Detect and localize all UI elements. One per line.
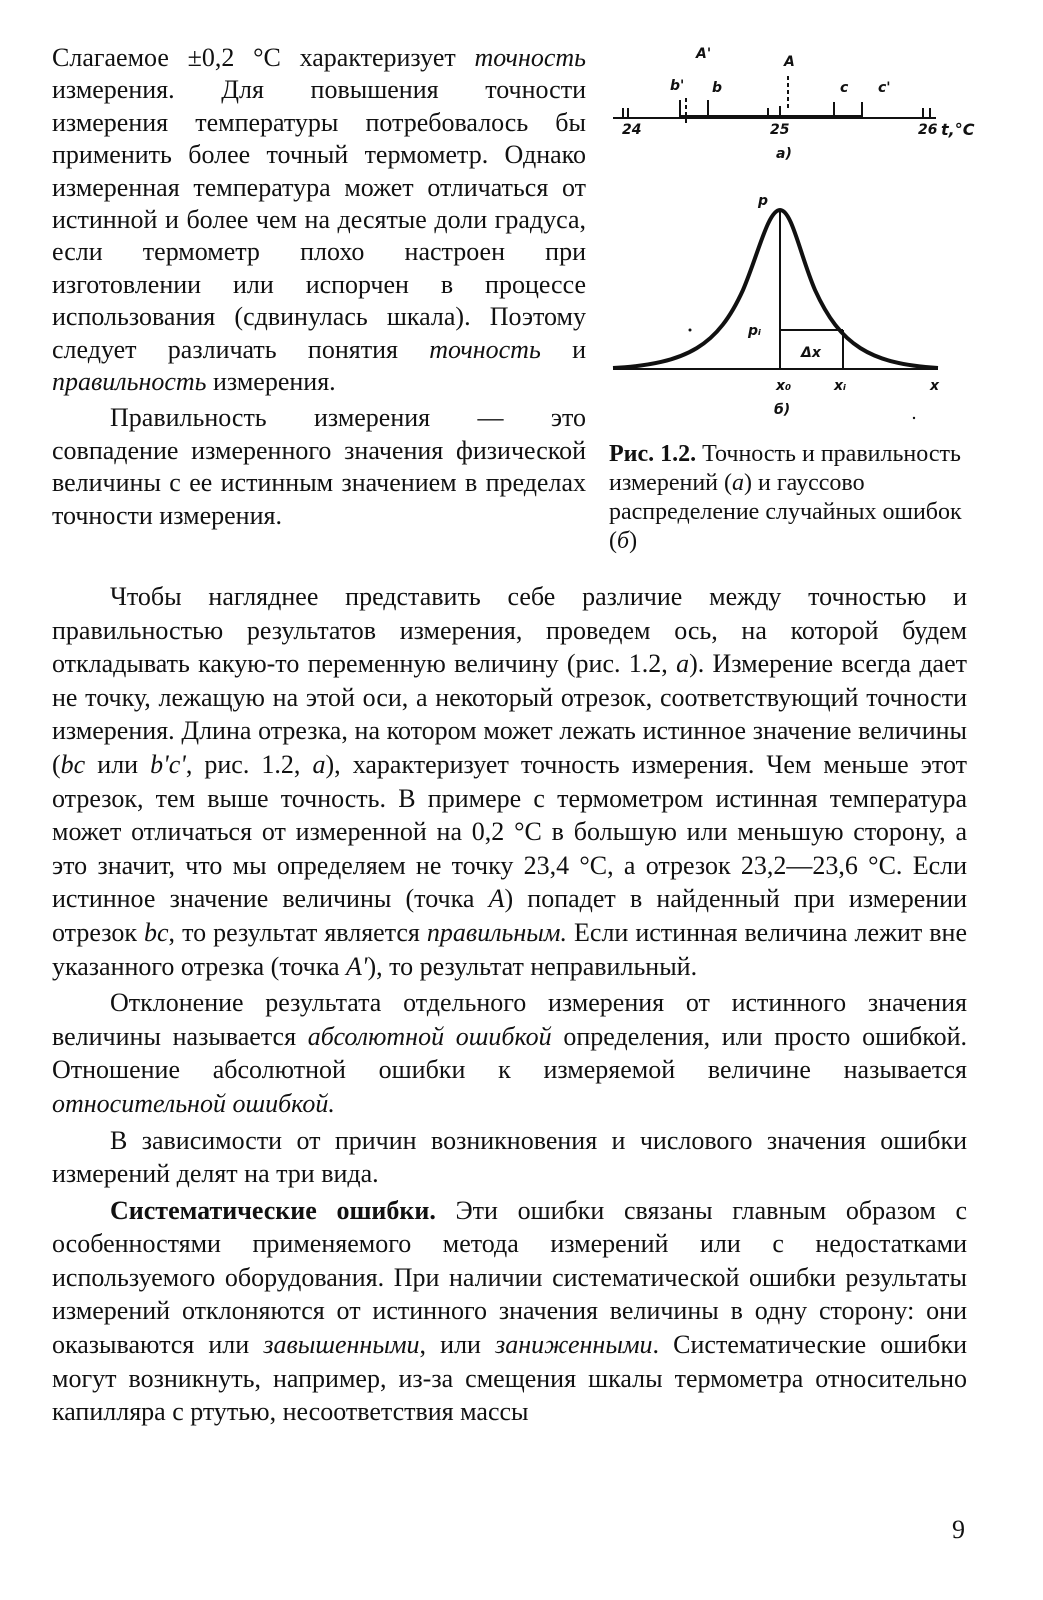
left-paragraph-1: Слагаемое ±0,2 °С характеризует точность измерения. Для повышения точности измерения температуры потребовалось бы применить более точный термометр. Однако измеренная температура может отличаться от истинной и более чем на десятые доли градуса, если термометр плохо настроен при изготовлении или испорчен в процессе использования (сдвинулась шкала). Поэтому следует различать понятия точность и правильность измерения. [52,43,586,397]
figure-drawing [608,40,998,440]
figure-1-2 [608,40,998,440]
body-paragraph-3: В зависимости от причин возникновения и числового значения ошибки измерений делят на три вида. [52,1125,967,1189]
label-c: c [840,80,849,96]
main-text [52,580,967,1429]
tick-25: 25 [770,122,790,138]
label-b: b [712,80,723,96]
panel-a-label: а) [776,146,792,162]
tick-26: 26 [918,122,938,138]
body-paragraph-2: Отклонение результата отдельного измерения от истинного значения величины называется абсолютной ошибкой определения, или просто ошибкой. Отношение абсолютной ошибки к измеряемой величине называется относительной ошибкой. [52,988,968,1118]
body-paragraph-4: Систематические ошибки. Эти ошибки связаны главным образом с особенностями применяемого метода измерений или с недостатками используемого оборудования. При наличии систематической ошибки результаты измерений отклоняются от истинного значения величины в одну сторону: они оказываются или завышенными, или заниженными. Систематические ошибки могут возникнуть, например, из-за смещения шкалы термометра относительно капилляра с ртутью, несоответствия массы [52,1195,968,1427]
label-p: p [758,193,769,209]
label-x: x [930,378,940,394]
label-c-prime: c' [878,80,891,96]
label-x0: x₀ [776,378,792,394]
panel-b-label: б) [774,402,791,418]
term-tochnost-2: точность [429,334,541,364]
label-p-i: pᵢ [748,323,762,339]
label-a: A [784,54,795,70]
label-a-prime: A' [696,46,712,62]
figure-caption: Рис. 1.2. Точность и правильность измерений (а) и гауссово распределение случайных ошибок (б) [609,441,962,554]
axis-label-t: t,°C [941,120,975,139]
left-column-text [52,42,586,532]
body-paragraph-1: Чтобы нагляднее представить себе различие между точностью и правильностью результатов измерения, проведем ось, на которой будем откладывать какую-то переменную величину (рис. 1.2, а). Измерение всегда дает не точку, лежащую на этой оси, а некоторый отрезок, соответствующий точности измерения. Длина отрезка, на котором может лежать истинное значение величины (bc или b'c', рис. 1.2, а), характеризует точность измерения. Чем меньше этот отрезок, тем выше точность. В примере с термометром истинная температура может отличаться от измеренной на 0,2 °С в большую или меньшую сторону, а это значит, что мы определяем не точку 23,4 °С, а отрезок 23,2—23,6 °С. Если истинное значение величины (точка А) попадет в найденный при измерении отрезок bc, то результат является правильным. Если истинная величина лежит вне указанного отрезка (точка А'), то результат неправильный. [52,582,968,981]
left-paragraph-2: Правильность измерения — это совпадение измеренного значения физической величины с ее истинным значением в пределах точности измерения. [52,403,586,530]
term-pravilnost: правильность [52,367,207,397]
label-b-prime: b' [670,78,685,94]
page-number: 9 [952,1515,965,1544]
term-tochnost: точность [474,43,586,72]
section-heading-systematic: Систематические ошибки. [110,1195,436,1225]
label-dx: Δx [801,345,821,361]
label-x-i: xᵢ [834,378,847,394]
caption-title: Рис. 1.2. [609,441,697,467]
tick-24: 24 [622,122,642,138]
